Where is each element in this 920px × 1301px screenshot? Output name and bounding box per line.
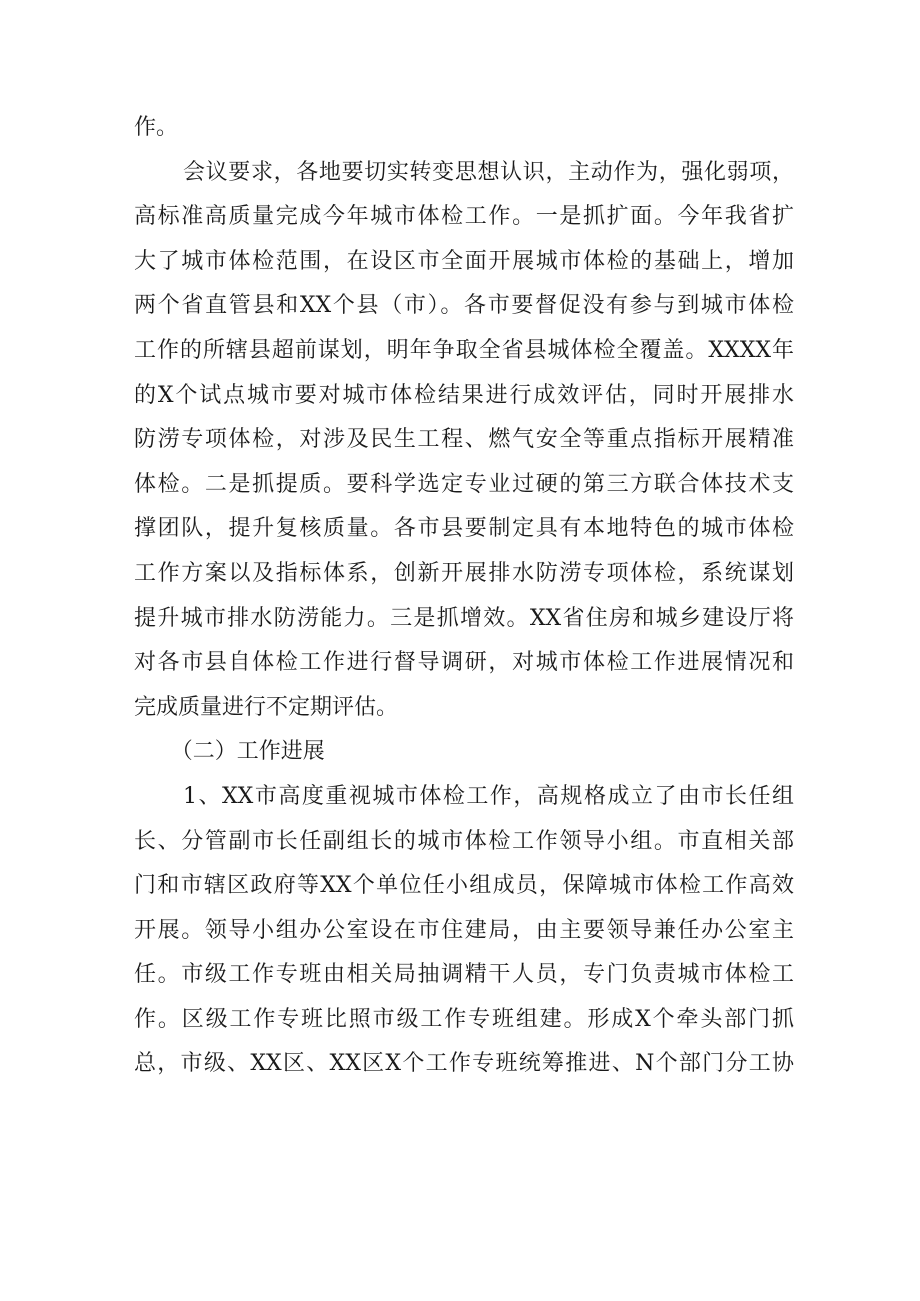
text-line: 作。 (134, 115, 179, 140)
text-line: 总，市级、XX区、XX区X个工作专班统筹推进、N个部门分工协 (134, 1051, 794, 1077)
text-line: 体检。二是抓提质。要科学选定专业过硬的第三方联合体技术支 (134, 471, 794, 497)
text-line: 工作的所辖县超前谋划，明年争取全省县城体检全覆盖。XXXX年 (134, 337, 794, 363)
text-line: 1、XX市高度重视城市体检工作，高规格成立了由市长任组 (183, 783, 794, 809)
text-line: 门和市辖区政府等XX个单位任小组成员，保障城市体检工作高效 (134, 873, 794, 899)
text-line: 撑团队，提升复核质量。各市县要制定具有本地特色的城市体检 (134, 516, 794, 542)
text-line: 任。市级工作专班由相关局抽调精干人员，专门负责城市体检工 (134, 962, 794, 988)
text-line: 高标准高质量完成今年城市体检工作。一是抓扩面。今年我省扩 (134, 204, 794, 230)
text-line: 作。区级工作专班比照市级工作专班组建。形成X个牵头部门抓 (134, 1006, 794, 1032)
text-line: 完成质量进行不定期评估。 (134, 694, 399, 720)
text-line: 对各市县自体检工作进行督导调研，对城市体检工作进展情况和 (134, 650, 794, 676)
text-line: 大了城市体检范围，在设区市全面开展城市体检的基础上，增加 (134, 248, 794, 274)
text-line: 会议要求，各地要切实转变思想认识，主动作为，强化弱项， (183, 159, 794, 185)
text-line: 的X个试点城市要对城市体检结果进行成效评估，同时开展排水 (134, 382, 794, 408)
text-line: 两个省直管县和XX个县（市）。各市要督促没有参与到城市体检 (134, 293, 794, 319)
text-line: 长、分管副市长任副组长的城市体检工作领导小组。市直相关部 (134, 828, 794, 854)
text-line: 开展。领导小组办公室设在市住建局，由主要领导兼任办公室主 (134, 917, 794, 943)
document-body (134, 106, 794, 1087)
text-line: 防涝专项体检，对涉及民生工程、燃气安全等重点指标开展精准 (134, 427, 794, 453)
text-line: 工作方案以及指标体系，创新开展排水防涝专项体检，系统谋划 (134, 560, 794, 586)
text-line: （二）工作进展 (170, 739, 325, 765)
text-line: 提升城市排水防涝能力。三是抓增效。XX省住房和城乡建设厅将 (134, 605, 794, 631)
